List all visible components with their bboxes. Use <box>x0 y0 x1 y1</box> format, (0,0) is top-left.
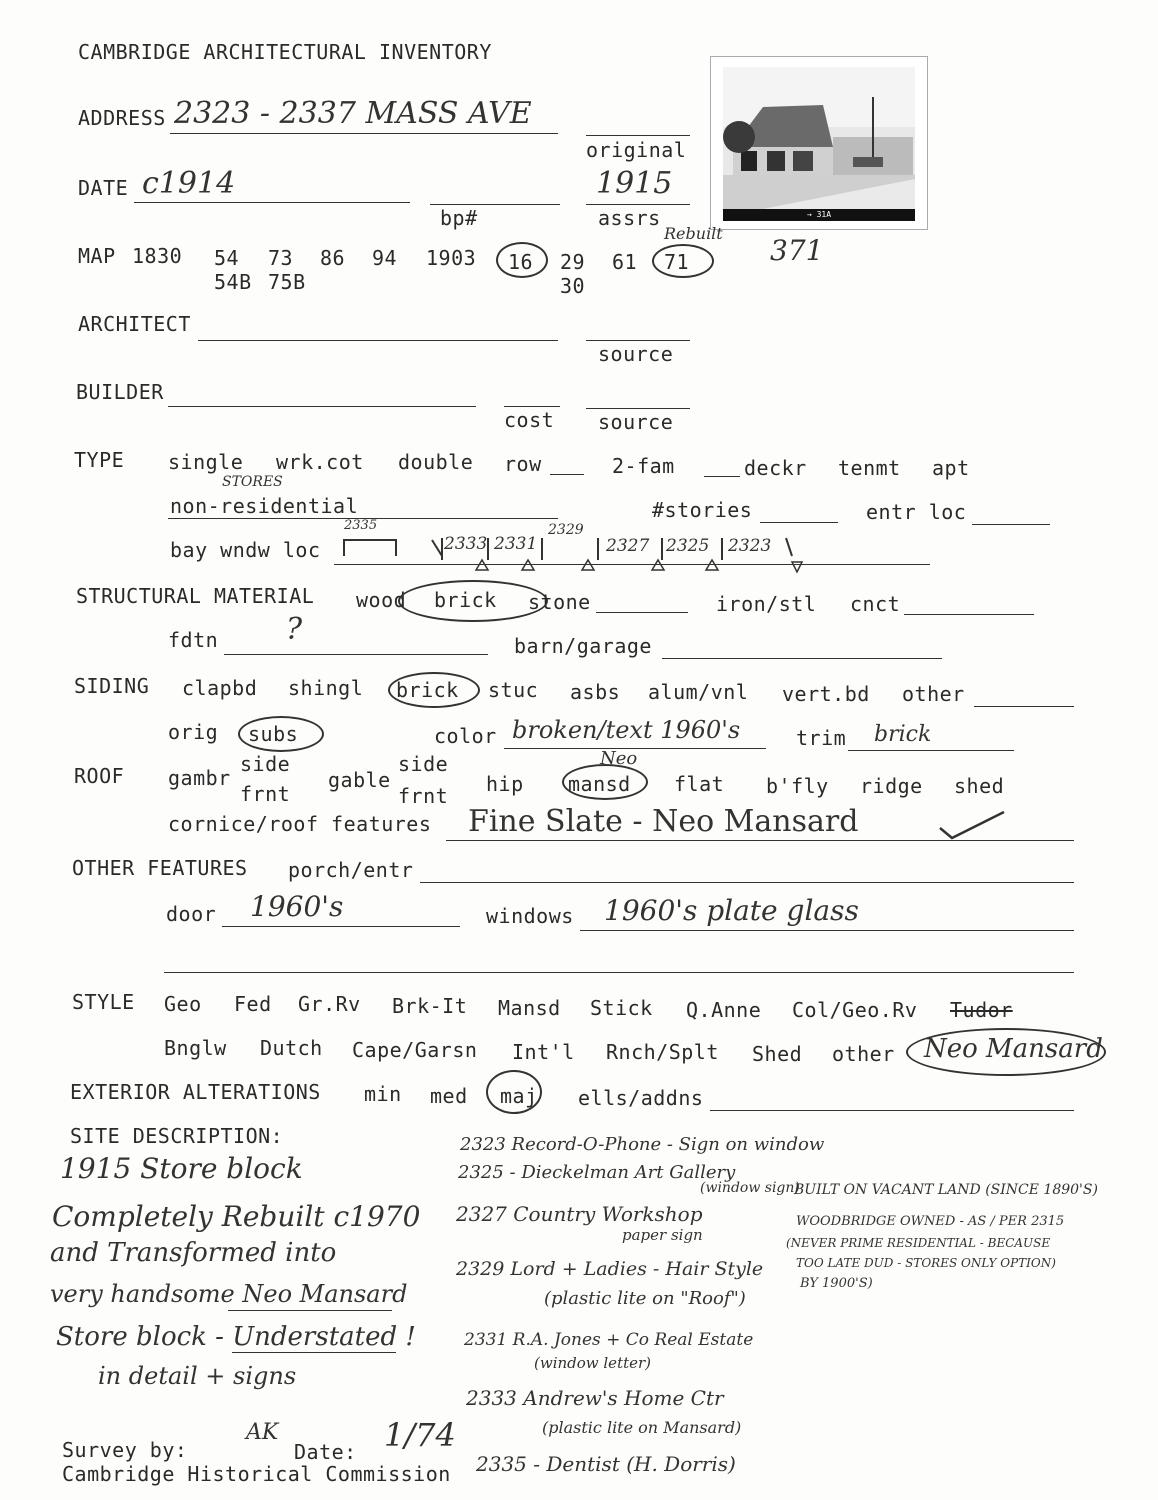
type-tenmt: tenmt <box>838 456 901 480</box>
stores-note: STORES <box>222 474 283 490</box>
type-deckr: deckr <box>744 456 807 480</box>
mansd-circle <box>562 764 648 800</box>
porch-line <box>420 882 1074 883</box>
roof-gambr: gambr <box>168 766 231 790</box>
site-right-2327: 2327 Country Workshop <box>456 1202 703 1226</box>
bay-2329: 2329 <box>548 522 584 538</box>
alt-maj: maj <box>500 1084 538 1108</box>
barn-label: barn/garage <box>514 634 652 658</box>
map-label: MAP <box>78 244 116 268</box>
type-single: single <box>168 450 244 474</box>
fdtn-line <box>224 654 488 655</box>
surveyor-value: AK <box>246 1420 279 1445</box>
site-right-2331-note: (window letter) <box>534 1354 652 1372</box>
siding-clapbd: clapbd <box>182 676 258 700</box>
fdtn-value: ? <box>286 612 303 647</box>
gambr-frnt: frnt <box>240 782 291 806</box>
site-note-1: BUILT ON VACANT LAND (SINCE 1890'S) <box>794 1182 1098 1198</box>
color-value: broken/text 1960's <box>512 716 741 744</box>
siding-brick-circle <box>388 672 480 708</box>
map-30: 30 <box>560 274 586 298</box>
map-16-circle <box>496 242 548 278</box>
site-label: SITE DESCRIPTION: <box>70 1124 284 1148</box>
structural-wood: wood <box>356 588 407 612</box>
alt-med: med <box>430 1084 468 1108</box>
assessor-number: 371 <box>770 234 824 267</box>
other-features-label: OTHER FEATURES <box>72 856 248 880</box>
trim-label: trim <box>796 726 847 750</box>
style-label: STYLE <box>72 990 135 1014</box>
other-line <box>974 706 1074 707</box>
entr-loc-label: entr loc <box>866 500 967 524</box>
assrs-label: assrs <box>598 206 661 230</box>
site-right-2329-note: (plastic lite on "Roof") <box>544 1288 746 1309</box>
neo-note: Neo <box>600 748 638 769</box>
style-tudor: Tudor <box>950 998 1013 1022</box>
map-75b: 75B <box>268 270 306 294</box>
site-right-2323: 2323 Record-O-Phone - Sign on window <box>460 1134 825 1155</box>
bp-label: bp# <box>440 206 478 230</box>
style-colgeorv: Col/Geo.Rv <box>792 998 918 1022</box>
cost-line <box>504 406 560 407</box>
structural-label: STRUCTURAL MATERIAL <box>76 584 315 608</box>
site-left-2: Completely Rebuilt c1970 <box>52 1200 421 1233</box>
address-value: 2323 - 2337 MASS AVE <box>174 96 532 131</box>
ells-line <box>710 1110 1074 1111</box>
type-wrk-cot: wrk.cot <box>276 450 364 474</box>
style-geo: Geo <box>164 992 202 1016</box>
entr-loc-line <box>972 524 1050 525</box>
subs-circle <box>238 716 324 752</box>
map-86: 86 <box>320 246 346 270</box>
survey-date-label: Date: <box>294 1440 357 1464</box>
architect-label: ARCHITECT <box>78 312 191 336</box>
type-2fam: 2-fam <box>612 454 675 478</box>
style-cape: Cape/Garsn <box>352 1038 478 1062</box>
site-right-2325: 2325 - Dieckelman Art Gallery <box>458 1162 736 1183</box>
style-bnglw: Bnglw <box>164 1036 227 1060</box>
roof-flat: flat <box>674 772 725 796</box>
site-note-3: (NEVER PRIME RESIDENTIAL - BECAUSE <box>786 1236 1051 1250</box>
siding-asbs: asbs <box>570 680 621 704</box>
map-54: 54 <box>214 246 240 270</box>
alt-min: min <box>364 1082 402 1106</box>
photo-street-scene <box>723 67 915 209</box>
survey-label: Survey by: <box>62 1438 188 1462</box>
siding-shingl: shingl <box>288 676 364 700</box>
photo-strip: → 31A <box>723 209 915 221</box>
site-left-3: and Transformed into <box>50 1238 337 1268</box>
gambr-side: side <box>240 752 291 776</box>
bay-2335: 2335 <box>344 518 378 533</box>
siding-vertbd: vert.bd <box>782 682 870 706</box>
bay-2333: 2333 <box>444 534 488 554</box>
door-line <box>222 926 460 927</box>
cornice-value: Fine Slate - Neo Mansard <box>468 804 859 839</box>
roof-label: ROOF <box>74 764 125 788</box>
site-right-2329: 2329 Lord + Ladies - Hair Style <box>456 1258 764 1280</box>
style-rnch: Rnch/Splt <box>606 1040 719 1064</box>
map-16: 16 <box>508 250 534 274</box>
survey-date-value: 1/74 <box>384 1416 456 1454</box>
site-right-2333: 2333 Andrew's Home Ctr <box>466 1386 724 1410</box>
builder-line <box>168 406 476 407</box>
map-94: 94 <box>372 246 398 270</box>
brick-circle <box>398 580 548 622</box>
site-note-2: WOODBRIDGE OWNED - AS / PER 2315 <box>796 1214 1065 1229</box>
site-underline-1 <box>228 1310 392 1311</box>
site-left-5: Store block - Understated ! <box>56 1322 416 1352</box>
type-row: row <box>504 452 542 476</box>
siding-other: other <box>902 682 965 706</box>
style-grrv: Gr.Rv <box>298 992 361 1016</box>
stories-label: #stories <box>652 498 753 522</box>
siding-label: SIDING <box>74 674 150 698</box>
bay-2323: 2323 <box>728 536 772 556</box>
date-line <box>134 202 410 203</box>
map-61: 61 <box>612 250 638 274</box>
cnct-line <box>904 614 1034 615</box>
bay-label: bay wndw loc <box>170 538 321 562</box>
roof-shed: shed <box>954 774 1005 798</box>
gable-frnt: frnt <box>398 784 449 808</box>
date-value: c1914 <box>142 166 236 201</box>
trim-value: brick <box>874 722 932 747</box>
nonres-label: non-residential <box>170 494 359 518</box>
siding-alum: alum/vnl <box>648 680 749 704</box>
map-1830: 1830 <box>132 244 183 268</box>
style-other-value: Neo Mansard <box>924 1034 1103 1064</box>
map-1903: 1903 <box>426 246 477 270</box>
assrs-line <box>586 204 690 205</box>
style-stick: Stick <box>590 996 653 1020</box>
extra-line <box>164 972 1074 973</box>
style-other: other <box>832 1042 895 1066</box>
windows-value: 1960's plate glass <box>604 894 859 927</box>
roof-ridge: ridge <box>860 774 923 798</box>
site-left-6: in detail + signs <box>98 1362 297 1390</box>
site-right-2327-note: paper sign <box>622 1226 703 1244</box>
builder-source-line <box>586 408 690 409</box>
roof-bfly: b'fly <box>766 774 829 798</box>
style-other-circle <box>906 1028 1106 1076</box>
orig-label: orig <box>168 720 219 744</box>
style-intl: Int'l <box>512 1040 575 1064</box>
original-value: 1915 <box>596 166 673 201</box>
door-value: 1960's <box>250 890 344 923</box>
deckr-line <box>704 476 740 477</box>
bay-2331: 2331 <box>494 534 538 554</box>
building-photo <box>710 56 928 230</box>
style-dutch: Dutch <box>260 1036 323 1060</box>
site-note-4: TOO LATE DUD - STORES ONLY OPTION) <box>796 1256 1056 1270</box>
roof-mansd: mansd <box>568 772 631 796</box>
style-fed: Fed <box>234 992 272 1016</box>
bay-2327: 2327 <box>606 536 650 556</box>
stories-line <box>760 522 838 523</box>
site-right-2325-note: (window sign) <box>700 1180 800 1196</box>
bay-sketch <box>336 530 816 574</box>
porch-label: porch/entr <box>288 858 414 882</box>
roof-gable: gable <box>328 768 391 792</box>
subs-label: subs <box>248 722 299 746</box>
address-line <box>170 133 558 134</box>
structural-stone: stone <box>528 590 591 614</box>
original-line <box>586 135 690 136</box>
gable-side: side <box>398 752 449 776</box>
barn-line <box>662 658 942 659</box>
structural-brick: brick <box>434 588 497 612</box>
site-right-2333-note: (plastic lite on Mansard) <box>542 1418 742 1437</box>
site-note-5: BY 1900'S) <box>800 1276 873 1291</box>
style-brkit: Brk-It <box>392 994 468 1018</box>
checkmark-icon <box>938 808 1008 844</box>
form-title: CAMBRIDGE ARCHITECTURAL INVENTORY <box>78 40 492 64</box>
bp-line <box>430 204 560 205</box>
type-apt: apt <box>932 456 970 480</box>
site-right-2331: 2331 R.A. Jones + Co Real Estate <box>464 1330 754 1350</box>
architect-source-line <box>586 340 690 341</box>
rebuilt-note: Rebuilt <box>664 224 723 243</box>
color-label: color <box>434 724 497 748</box>
architect-line <box>198 340 558 341</box>
siding-brick: brick <box>396 678 459 702</box>
row-line <box>550 474 584 475</box>
roof-hip: hip <box>486 772 524 796</box>
map-71: 71 <box>664 250 690 274</box>
door-label: door <box>166 902 217 926</box>
date-label: DATE <box>78 176 129 200</box>
cost-label: cost <box>504 408 555 432</box>
site-right-2335: 2335 - Dentist (H. Dorris) <box>476 1452 736 1476</box>
address-label: ADDRESS <box>78 106 166 130</box>
windows-line <box>580 930 1074 931</box>
style-mansd: Mansd <box>498 996 561 1020</box>
original-label: original <box>586 138 687 162</box>
fdtn-label: fdtn <box>168 628 219 652</box>
site-underline-2 <box>232 1352 396 1353</box>
commission-label: Cambridge Historical Commission <box>62 1462 451 1486</box>
map-29: 29 <box>560 250 586 274</box>
map-71-circle <box>652 244 714 278</box>
photo-image <box>723 67 915 209</box>
structural-cnct: cnct <box>850 592 901 616</box>
style-qanne: Q.Anne <box>686 998 762 1022</box>
siding-stuc: stuc <box>488 678 539 702</box>
site-left-4: very handsome Neo Mansard <box>50 1280 408 1308</box>
ells-label: ells/addns <box>578 1086 704 1110</box>
type-double: double <box>398 450 474 474</box>
trim-line <box>848 750 1014 751</box>
map-73: 73 <box>268 246 294 270</box>
builder-source-label: source <box>598 410 674 434</box>
style-shed: Shed <box>752 1042 803 1066</box>
structural-iron: iron/stl <box>716 592 817 616</box>
windows-label: windows <box>486 904 574 928</box>
stone-line <box>596 612 688 613</box>
type-label: TYPE <box>74 448 125 472</box>
maj-circle <box>486 1070 542 1114</box>
cornice-label: cornice/roof features <box>168 812 432 836</box>
site-left-1: 1915 Store block <box>60 1152 303 1185</box>
map-54b: 54B <box>214 270 252 294</box>
builder-label: BUILDER <box>76 380 164 404</box>
architect-source-label: source <box>598 342 674 366</box>
ext-alt-label: EXTERIOR ALTERATIONS <box>70 1080 321 1104</box>
bay-2325: 2325 <box>666 536 710 556</box>
